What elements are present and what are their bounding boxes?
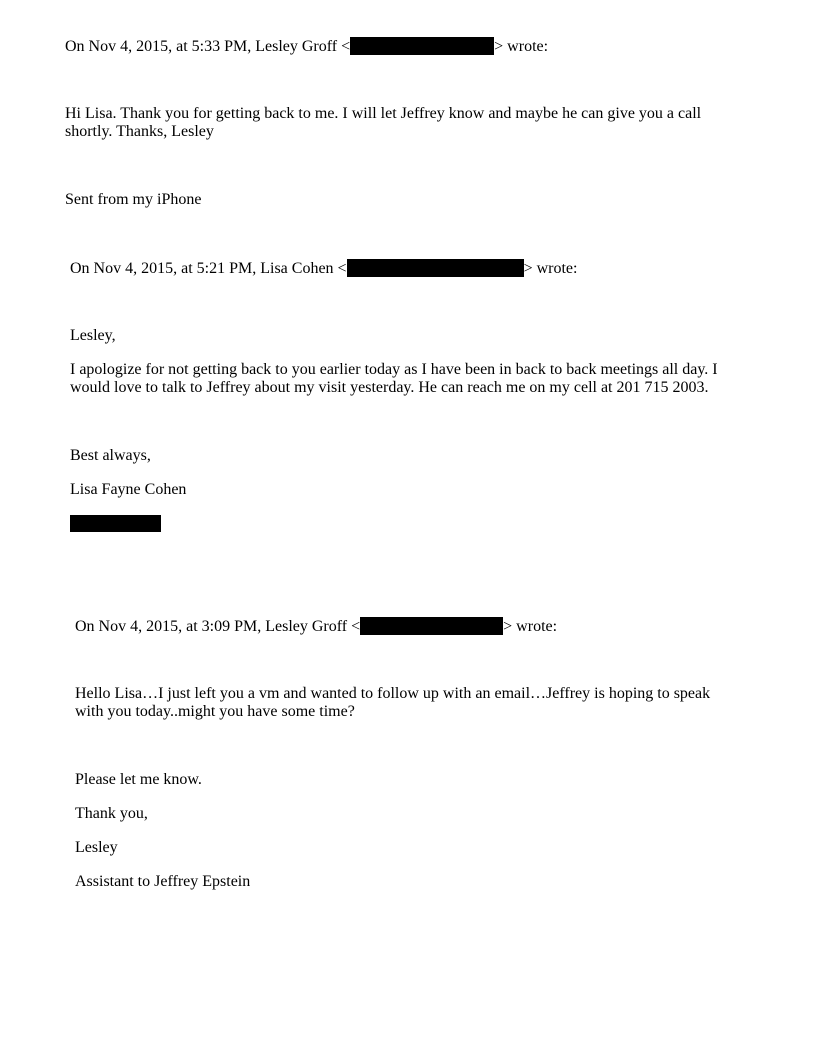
email2-header-prefix: On Nov 4, 2015, at 5:21 PM, Lisa Cohen <: [70, 260, 347, 277]
email2-redacted-signature: [70, 515, 161, 532]
email1-body: Hi Lisa. Thank you for getting back to me. I will let Jeffrey know and maybe he can give you a call shortly. Thanks, Lesley: [65, 105, 702, 140]
email3-line4: Assistant to Jeffrey Epstein: [75, 873, 251, 890]
email2-header-suffix: > wrote:: [523, 260, 578, 277]
email3-header-suffix: > wrote:: [503, 618, 558, 635]
email2-greeting: Lesley,: [70, 327, 116, 344]
email2-closing: Best always,: [70, 447, 151, 464]
email2-redacted-address: [347, 259, 524, 277]
email3-header-prefix: On Nov 4, 2015, at 3:09 PM, Lesley Groff <: [75, 618, 361, 635]
email3-line2: Thank you,: [75, 805, 148, 822]
email3-line3: Lesley: [75, 839, 118, 856]
email3-header: [75, 617, 557, 636]
email1-header-suffix: > wrote:: [494, 38, 549, 55]
email3-body: Hello Lisa…I just left you a vm and wanted to follow up with an email…Jeffrey is hoping to speak with you today..might you have some time?: [75, 685, 711, 720]
email2-header: [70, 259, 577, 278]
email3-line1: Please let me know.: [75, 771, 202, 788]
email1-header: [65, 37, 548, 56]
email2-name: Lisa Fayne Cohen: [70, 481, 187, 498]
email1-signature: Sent from my iPhone: [65, 191, 202, 208]
email1-header-prefix: On Nov 4, 2015, at 5:33 PM, Lesley Groff <: [65, 38, 351, 55]
email2-body: I apologize for not getting back to you earlier today as I have been in back to back meetings all day. I would love to talk to Jeffrey about my visit yesterday. He can reach me on my cell at 201 715 2003.: [70, 361, 718, 396]
email1-redacted-address: [350, 37, 494, 55]
email3-redacted-address: [360, 617, 503, 635]
